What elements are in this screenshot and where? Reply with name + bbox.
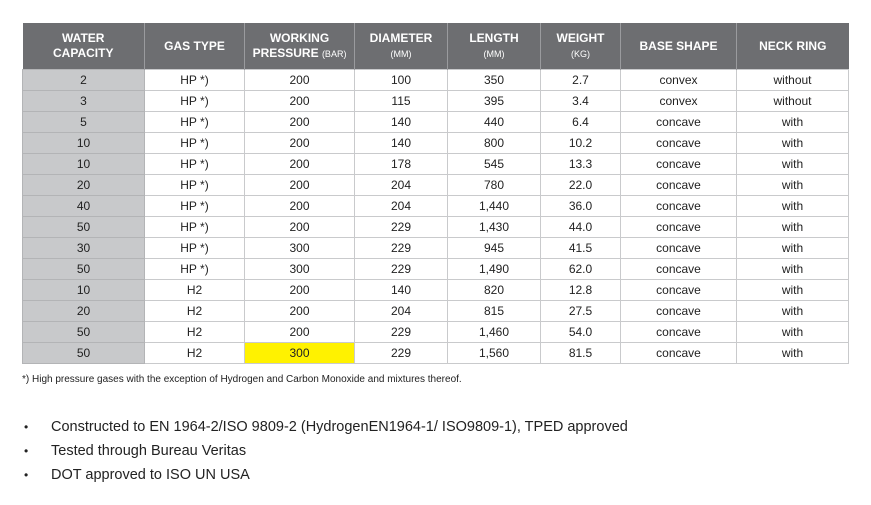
table-cell: 10 [23, 133, 145, 154]
table-cell: 229 [355, 217, 448, 238]
table-cell: 3.4 [541, 91, 621, 112]
table-cell: 440 [448, 112, 541, 133]
table-cell: 140 [355, 112, 448, 133]
table-cell: 140 [355, 280, 448, 301]
table-cell: HP *) [145, 238, 245, 259]
table-cell: 50 [23, 259, 145, 280]
table-cell: 395 [448, 91, 541, 112]
table-cell: 229 [355, 343, 448, 364]
table-cell: 815 [448, 301, 541, 322]
table-cell: concave [621, 154, 737, 175]
table-row [23, 322, 849, 343]
table-cell: concave [621, 343, 737, 364]
bullet-item: • Tested through Bureau Veritas [24, 443, 247, 459]
table-cell: 1,460 [448, 322, 541, 343]
table-cell: H2 [145, 280, 245, 301]
table-cell: H2 [145, 301, 245, 322]
table-cell: 200 [245, 154, 355, 175]
table-cell: 204 [355, 301, 448, 322]
table-cell: HP *) [145, 259, 245, 280]
table-cell: 30 [23, 238, 145, 259]
table-cell: concave [621, 322, 737, 343]
header-gas-type: GAS TYPE [145, 23, 245, 70]
table-cell: 10.2 [541, 133, 621, 154]
header-weight: WEIGHT (KG) [541, 23, 621, 70]
table-cell: 200 [245, 196, 355, 217]
table-cell: with [737, 112, 849, 133]
table-cell: with [737, 154, 849, 175]
table-cell: 200 [245, 175, 355, 196]
footnote: *) High pressure gases with the exception of Hydrogen and Carbon Monoxide and mixtures thereof. [22, 374, 462, 385]
table-cell: 178 [355, 154, 448, 175]
table-cell: 200 [245, 112, 355, 133]
table-cell: 1,490 [448, 259, 541, 280]
table-cell: 20 [23, 175, 145, 196]
bullet-icon: • [24, 468, 29, 482]
bullet-icon: • [24, 420, 29, 434]
table-cell: with [737, 196, 849, 217]
table-cell: 36.0 [541, 196, 621, 217]
table-cell: without [737, 70, 849, 91]
table-cell: 545 [448, 154, 541, 175]
table-cell: 81.5 [541, 343, 621, 364]
table-cell: 6.4 [541, 112, 621, 133]
header-length: LENGTH (MM) [448, 23, 541, 70]
table-cell: concave [621, 259, 737, 280]
table-cell: 50 [23, 322, 145, 343]
table-cell: 41.5 [541, 238, 621, 259]
table-cell: concave [621, 280, 737, 301]
table-cell: 54.0 [541, 322, 621, 343]
table-cell: without [737, 91, 849, 112]
table-cell: 1,560 [448, 343, 541, 364]
table-cell: 200 [245, 133, 355, 154]
table-cell: concave [621, 301, 737, 322]
table-cell: 820 [448, 280, 541, 301]
bullet-item: • Constructed to EN 1964-2/ISO 9809-2 (HydrogenEN1964-1/ ISO9809-1), TPED approved [24, 419, 628, 435]
table-cell: 3 [23, 91, 145, 112]
table-cell: 200 [245, 91, 355, 112]
table-cell: 204 [355, 196, 448, 217]
table-cell: 229 [355, 322, 448, 343]
table-cell: H2 [145, 322, 245, 343]
table-cell: 200 [245, 322, 355, 343]
table-cell: 13.3 [541, 154, 621, 175]
table-cell: 200 [245, 301, 355, 322]
table-cell: with [737, 217, 849, 238]
table-cell: 200 [245, 280, 355, 301]
table-cell: HP *) [145, 196, 245, 217]
table-cell: concave [621, 238, 737, 259]
table-cell: 44.0 [541, 217, 621, 238]
feature-bullet-list [22, 417, 628, 489]
table-cell: with [737, 343, 849, 364]
header-working-pressure: WORKING PRESSURE (BAR) [245, 23, 355, 70]
table-row [23, 343, 849, 364]
table-cell: with [737, 322, 849, 343]
table-cell: concave [621, 196, 737, 217]
table-cell: H2 [145, 343, 245, 364]
table-row [23, 70, 849, 91]
table-cell: 2.7 [541, 70, 621, 91]
header-diameter: DIAMETER (MM) [355, 23, 448, 70]
table-row [23, 91, 849, 112]
bullet-item: • DOT approved to ISO UN USA [24, 467, 250, 483]
header-base-shape: BASE SHAPE [621, 23, 737, 70]
table-cell: 50 [23, 217, 145, 238]
table-row [23, 112, 849, 133]
table-cell: convex [621, 91, 737, 112]
table-cell: with [737, 133, 849, 154]
table-cell: HP *) [145, 154, 245, 175]
table-cell: 50 [23, 343, 145, 364]
table-cell: with [737, 301, 849, 322]
table-cell: 115 [355, 91, 448, 112]
table-cell: 229 [355, 259, 448, 280]
table-cell: 1,430 [448, 217, 541, 238]
table-cell: 800 [448, 133, 541, 154]
table-cell: 22.0 [541, 175, 621, 196]
table-cell: 300 [245, 259, 355, 280]
header-water-capacity: WATER CAPACITY [23, 23, 145, 70]
table-header-row [23, 23, 849, 70]
table-cell: 2 [23, 70, 145, 91]
cylinder-spec-table-container [22, 23, 848, 364]
table-cell: HP *) [145, 112, 245, 133]
table-row [23, 259, 849, 280]
table-cell: 200 [245, 217, 355, 238]
table-cell: with [737, 238, 849, 259]
table-cell: 10 [23, 154, 145, 175]
cylinder-spec-table [22, 23, 849, 364]
table-row [23, 196, 849, 217]
table-body [23, 70, 849, 364]
table-cell: 200 [245, 70, 355, 91]
table-cell: HP *) [145, 217, 245, 238]
table-cell: 300 [245, 238, 355, 259]
table-row [23, 133, 849, 154]
table-cell: HP *) [145, 175, 245, 196]
table-cell: 62.0 [541, 259, 621, 280]
table-cell: 5 [23, 112, 145, 133]
table-cell: 140 [355, 133, 448, 154]
table-cell: 40 [23, 196, 145, 217]
table-cell: with [737, 280, 849, 301]
table-cell: 20 [23, 301, 145, 322]
table-cell: concave [621, 133, 737, 154]
table-cell: 945 [448, 238, 541, 259]
table-cell: 12.8 [541, 280, 621, 301]
table-row [23, 280, 849, 301]
table-row [23, 217, 849, 238]
table-cell: concave [621, 112, 737, 133]
table-cell: 780 [448, 175, 541, 196]
bullet-icon: • [24, 444, 29, 458]
table-row [23, 175, 849, 196]
table-cell: with [737, 175, 849, 196]
table-cell: HP *) [145, 133, 245, 154]
table-cell: 10 [23, 280, 145, 301]
table-cell: 204 [355, 175, 448, 196]
table-cell: 229 [355, 238, 448, 259]
table-cell: convex [621, 70, 737, 91]
table-cell: concave [621, 217, 737, 238]
table-cell: 300 [245, 343, 355, 364]
table-cell: concave [621, 175, 737, 196]
table-cell: 27.5 [541, 301, 621, 322]
table-row [23, 154, 849, 175]
table-cell: HP *) [145, 70, 245, 91]
header-neck-ring: NECK RING [737, 23, 849, 70]
table-cell: HP *) [145, 91, 245, 112]
table-cell: 350 [448, 70, 541, 91]
table-cell: 100 [355, 70, 448, 91]
table-row [23, 238, 849, 259]
table-row [23, 301, 849, 322]
table-cell: with [737, 259, 849, 280]
table-cell: 1,440 [448, 196, 541, 217]
